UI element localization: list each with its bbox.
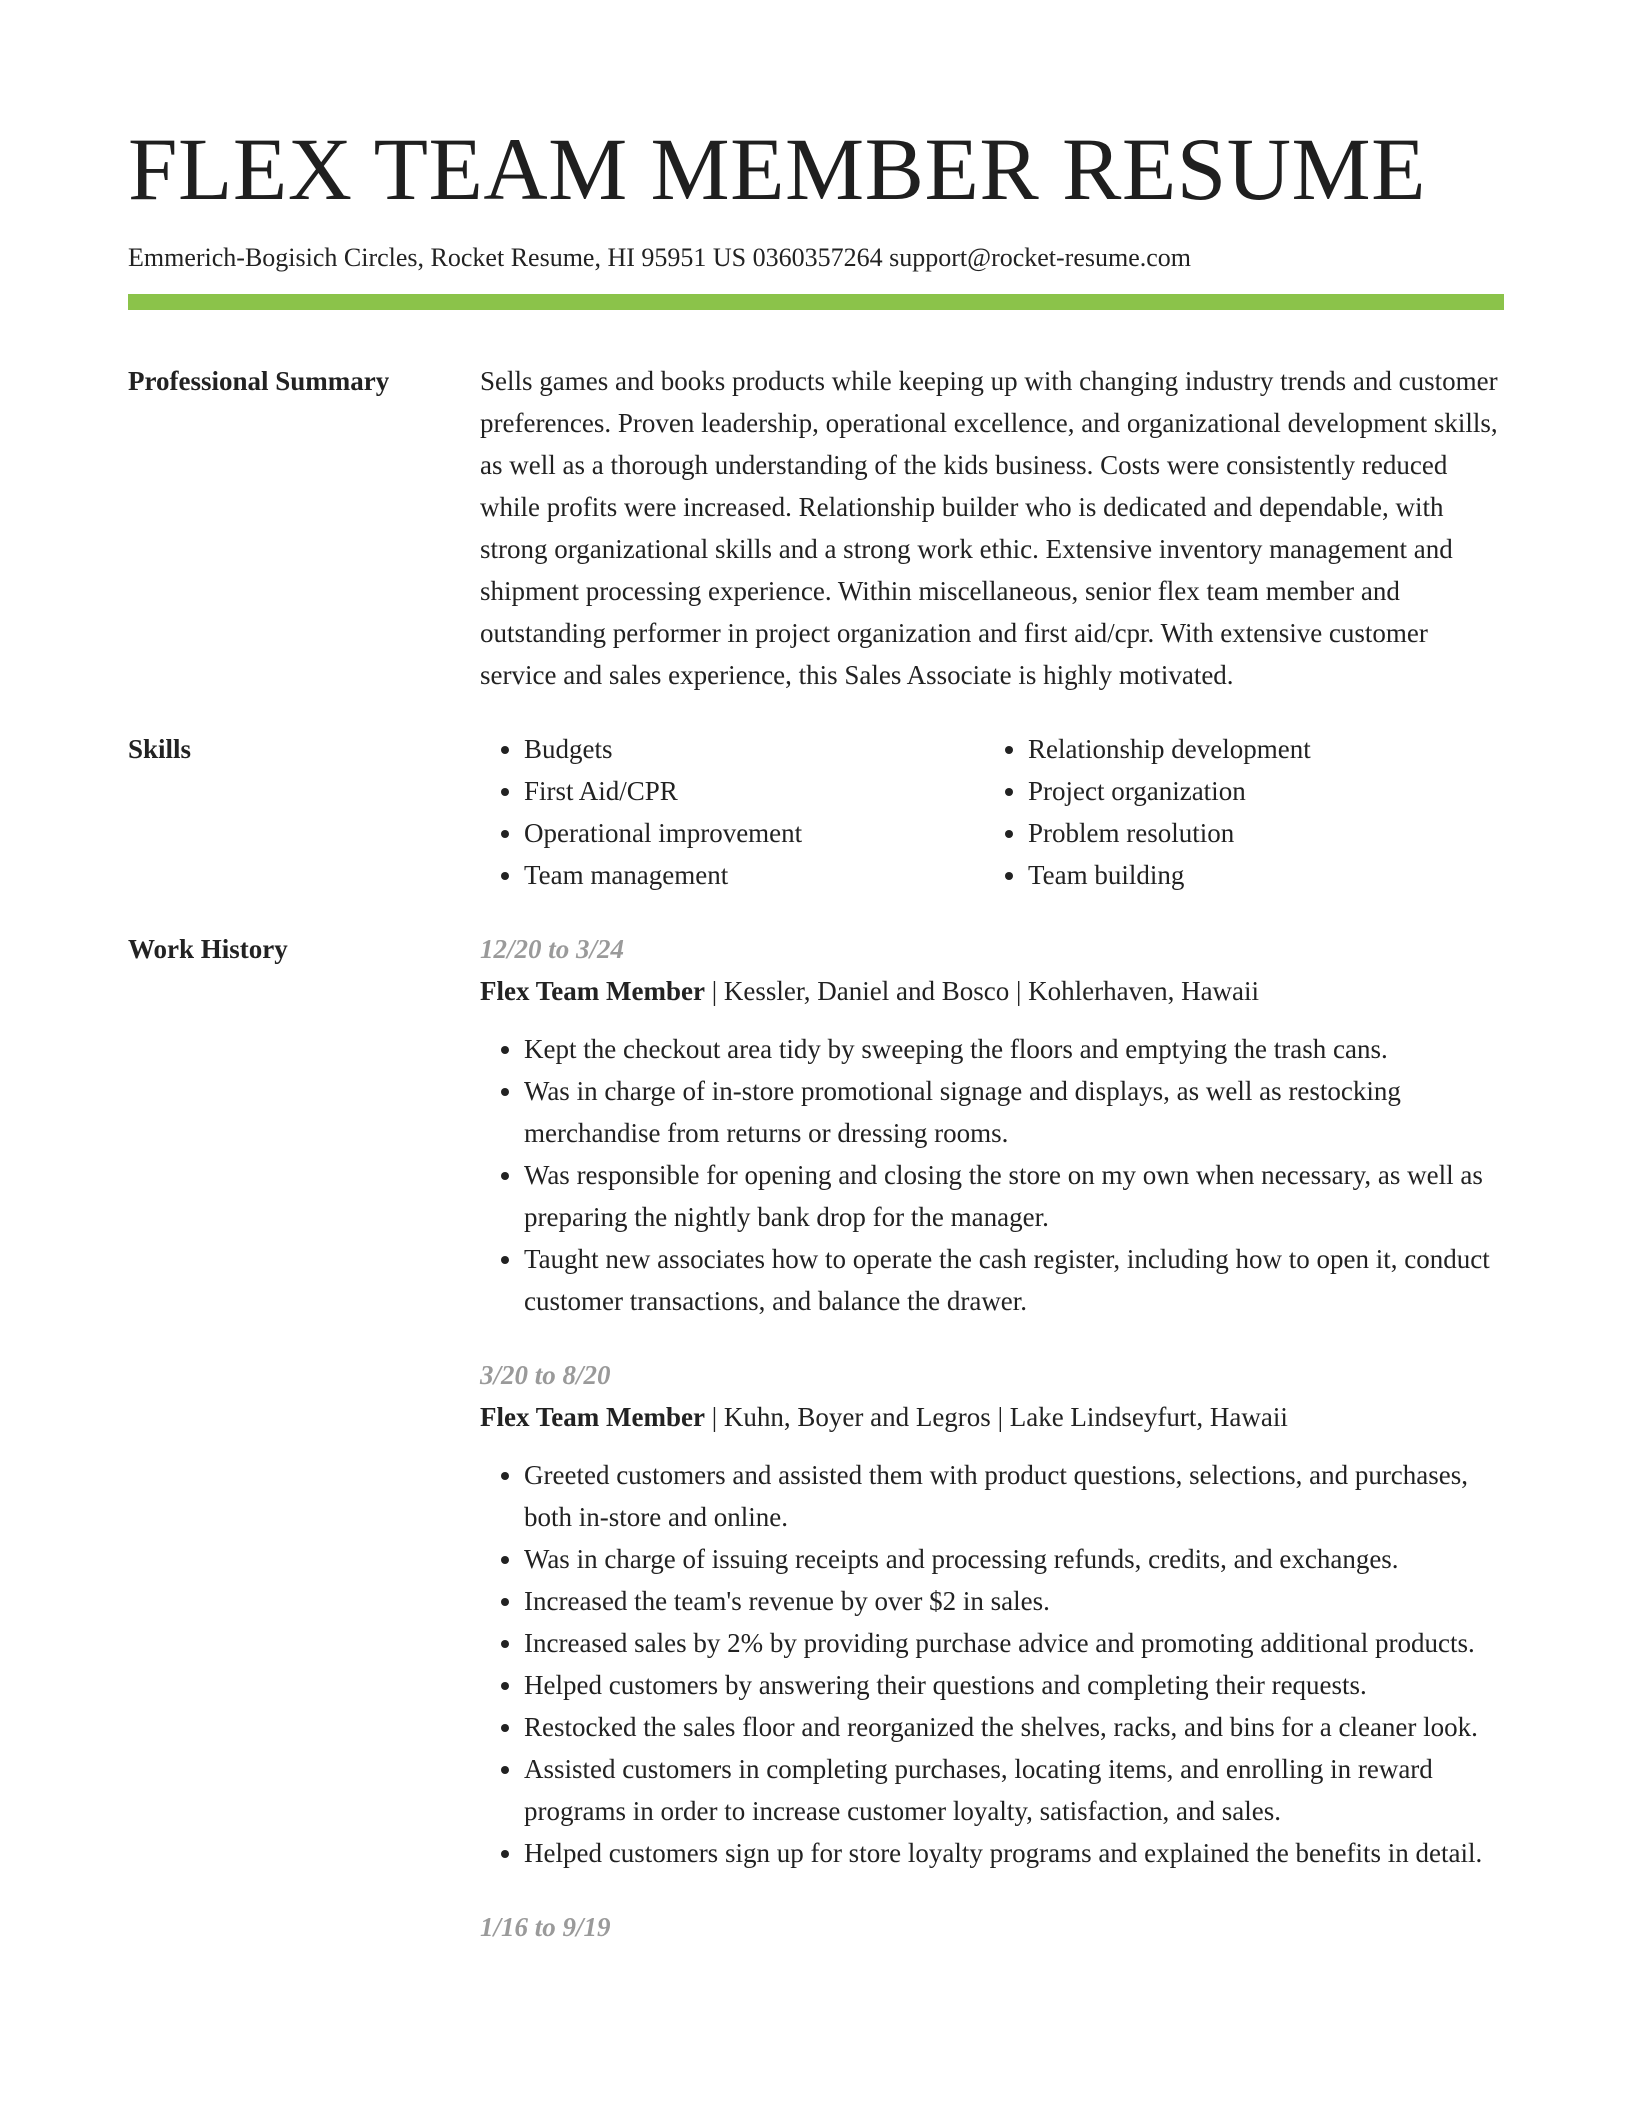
job-heading bbox=[480, 970, 1504, 1012]
skill-item: • First Aid/CPR bbox=[524, 770, 984, 812]
separator: | bbox=[704, 1402, 724, 1432]
job-bullet: • Helped customers sign up for store loyalty programs and explained the benefits in detail. bbox=[524, 1832, 1504, 1874]
summary-text: Sells games and books products while keeping up with changing industry trends and customer preferences. Proven leadership, operational excellence, and organizational development skills, as well as a thorough understanding of the kids business. Costs were consistently reduced while profits were increased. Relationship builder who is dedicated and dependable, with strong organizational skills and a strong work ethic. Extensive inventory management and shipment processing experience. Within miscellaneous, senior flex team member and outstanding performer in project organization and first aid/cpr. With extensive customer service and sales experience, this Sales Associate is highly motivated. bbox=[480, 366, 1498, 690]
job-title: Flex Team Member bbox=[480, 1402, 705, 1432]
job-dates: 3/20 to 8/20 bbox=[480, 1360, 611, 1390]
section-label-work: Work History bbox=[128, 934, 288, 964]
job-bullet: • Was in charge of issuing receipts and processing refunds, credits, and exchanges. bbox=[524, 1538, 1504, 1580]
separator: | bbox=[1009, 976, 1029, 1006]
job-bullet: • Taught new associates how to operate the cash register, including how to open it, conduct customer transactions, and balance the drawer. bbox=[524, 1238, 1504, 1322]
job-location: Kohlerhaven, Hawaii bbox=[1028, 976, 1260, 1006]
skill-item: • Budgets bbox=[524, 728, 984, 770]
job-bullet: • Increased sales by 2% by providing purchase advice and promoting additional products. bbox=[524, 1622, 1504, 1664]
job-dates: 12/20 to 3/24 bbox=[480, 934, 625, 964]
skills-list-left bbox=[480, 728, 984, 896]
job-entry bbox=[480, 1354, 1504, 1874]
section-label-skills: Skills bbox=[128, 734, 192, 764]
accent-divider bbox=[128, 294, 1504, 310]
job-title: Flex Team Member bbox=[480, 976, 705, 1006]
job-bullet: • Greeted customers and assisted them with product questions, selections, and purchases, both in-store and online. bbox=[524, 1454, 1504, 1538]
job-bullet: • Assisted customers in completing purchases, locating items, and enrolling in reward programs in order to increase customer loyalty, satisfaction, and sales. bbox=[524, 1748, 1504, 1832]
work-history-section bbox=[128, 928, 1504, 1948]
job-bullet: • Restocked the sales floor and reorganized the shelves, racks, and bins for a cleaner look. bbox=[524, 1706, 1504, 1748]
job-entry bbox=[480, 928, 1504, 1322]
job-location: Lake Lindseyfurt, Hawaii bbox=[1009, 1402, 1288, 1432]
job-bullet: • Was responsible for opening and closing the store on my own when necessary, as well as preparing the nightly bank drop for the manager. bbox=[524, 1154, 1504, 1238]
skill-item: • Team management bbox=[524, 854, 984, 896]
job-bullet: • Kept the checkout area tidy by sweeping the floors and emptying the trash cans. bbox=[524, 1028, 1504, 1070]
separator: | bbox=[990, 1402, 1010, 1432]
separator: | bbox=[704, 976, 724, 1006]
job-bullet: • Increased the team's revenue by over $2 in sales. bbox=[524, 1580, 1504, 1622]
job-company: Kuhn, Boyer and Legros bbox=[723, 1402, 991, 1432]
job-heading bbox=[480, 1396, 1504, 1438]
resume-page bbox=[128, 120, 1504, 1948]
skill-item: • Project organization bbox=[1028, 770, 1311, 812]
resume-title: FLEX TEAM MEMBER RESUME bbox=[128, 121, 1427, 219]
job-bullet: • Helped customers by answering their questions and completing their requests. bbox=[524, 1664, 1504, 1706]
skills-section bbox=[128, 728, 1504, 896]
job-bullets bbox=[480, 1454, 1504, 1874]
job-bullets bbox=[480, 1028, 1504, 1322]
skill-item: • Operational improvement bbox=[524, 812, 984, 854]
job-bullet: • Was in charge of in-store promotional signage and displays, as well as restocking merchandise from returns or dressing rooms. bbox=[524, 1070, 1504, 1154]
professional-summary-section bbox=[128, 360, 1504, 696]
work-history-body bbox=[480, 928, 1504, 1948]
job-company: Kessler, Daniel and Bosco bbox=[723, 976, 1010, 1006]
contact-line: Emmerich-Bogisich Circles, Rocket Resume, HI 95951 US 0360357264 support@rocket-resume.com bbox=[128, 243, 1192, 272]
job-entry bbox=[480, 1906, 1504, 1948]
section-label-summary: Professional Summary bbox=[128, 366, 390, 396]
skill-item: • Problem resolution bbox=[1028, 812, 1311, 854]
skills-list-right bbox=[984, 728, 1311, 896]
skill-item: • Team building bbox=[1028, 854, 1311, 896]
skills-columns bbox=[480, 728, 1504, 896]
skill-item: • Relationship development bbox=[1028, 728, 1311, 770]
job-dates: 1/16 to 9/19 bbox=[480, 1912, 611, 1942]
